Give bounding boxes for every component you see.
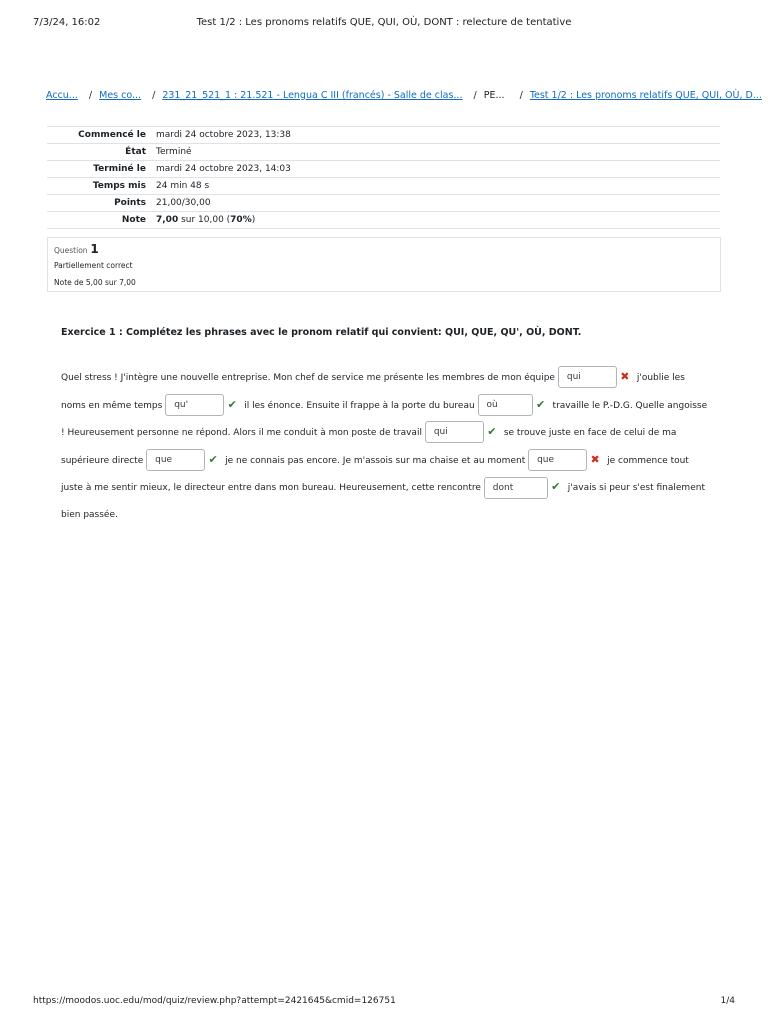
summary-value: mardi 24 octobre 2023, 14:03: [156, 164, 291, 174]
correct-icon: ✔: [535, 397, 546, 411]
exercise-text-segment: j'oublie les noms en même temps: [61, 372, 685, 411]
attempt-summary-table: [47, 126, 720, 229]
breadcrumb-section: PE...: [483, 90, 505, 101]
breadcrumb-my-courses[interactable]: Mes co...: [99, 90, 142, 101]
summary-row-state: [47, 144, 720, 161]
breadcrumb-separator: /: [88, 90, 93, 101]
exercise-text-segment: travaille le P.-D.G. Quelle angoisse ! Heureusement personne ne répond. Alors il me conduit à mon poste de travail: [61, 400, 708, 438]
exercise-text: [61, 364, 711, 529]
summary-label: Note: [121, 215, 146, 225]
correct-icon: ✔: [551, 480, 561, 494]
summary-value: Terminé: [156, 147, 192, 157]
exercise-text-segment: je commence tout juste à me sentir mieux, le directeur entre dans mon bureau. Heureusement, cette rencontre: [61, 455, 689, 494]
correct-icon: ✔: [487, 425, 497, 439]
answer-field-4[interactable]: qui: [425, 421, 484, 443]
grade-percent: 70%: [230, 215, 252, 225]
summary-value: 24 min 48 s: [156, 181, 210, 191]
grade-end: ): [251, 215, 256, 225]
summary-value: mardi 24 octobre 2023, 13:38: [156, 130, 291, 140]
exercise-instruction: Exercice 1 : Complétez les phrases avec le pronom relatif qui convient: QUI, QUE, QU', OÙ, DONT.: [61, 327, 582, 338]
exercise-text-segment: je ne connais pas encore. Je m'assois sur ma chaise et au moment: [225, 455, 526, 466]
summary-label: Commencé le: [78, 130, 146, 140]
summary-grade-value: [156, 212, 720, 229]
breadcrumb-separator: /: [519, 90, 523, 101]
exercise-text-segment: Quel stress ! J'intègre une nouvelle entreprise. Mon chef de service me présente les membres de mon équipe: [61, 372, 555, 383]
print-footer: [33, 996, 735, 1008]
summary-row-grade: [47, 212, 720, 229]
breadcrumb-home[interactable]: Accu...: [46, 90, 78, 101]
exercise-text-segment: il les énonce. Ensuite il frappe à la porte du bureau: [244, 400, 475, 411]
answer-field-7[interactable]: dont: [484, 477, 548, 499]
correct-icon: ✔: [208, 452, 218, 466]
question-label: Question: [54, 246, 88, 255]
question-info-box: [47, 237, 721, 292]
print-header: [33, 17, 735, 29]
grade-middle: sur 10,00 (: [178, 215, 231, 225]
question-state: Partiellement correct: [54, 261, 133, 270]
answer-field-5[interactable]: que: [146, 449, 205, 471]
breadcrumb-course[interactable]: 231_21_521_1 : 21.521 - Lengua C III (francés) - Salle de clas...: [162, 90, 463, 101]
answer-field-6[interactable]: que: [528, 449, 587, 471]
grade-score: 7,00: [156, 215, 179, 225]
answer-field-1[interactable]: qui: [558, 366, 617, 388]
answer-field-3[interactable]: où: [478, 394, 533, 416]
question-grade: Note de 5,00 sur 7,00: [54, 278, 136, 287]
exercise-text-segment: j'avais si peur s'est finalement bien passée.: [61, 483, 705, 520]
summary-label: Points: [114, 198, 146, 208]
print-title: Test 1/2 : Les pronoms relatifs QUE, QUI, OÙ, DONT : relecture de tentative: [196, 17, 572, 28]
breadcrumb: [46, 90, 762, 104]
incorrect-icon: ✖: [590, 452, 600, 466]
print-datetime: 7/3/24, 16:02: [33, 17, 101, 28]
breadcrumb-separator: /: [473, 90, 477, 101]
summary-row-time-taken: [47, 178, 720, 195]
incorrect-icon: ✖: [620, 370, 630, 383]
correct-icon: ✔: [227, 397, 237, 411]
question-number: 1: [90, 242, 99, 256]
summary-row-started: [47, 127, 720, 144]
summary-label: Temps mis: [92, 181, 146, 191]
print-page-number: 1/4: [720, 996, 735, 1006]
summary-row-points: [47, 195, 720, 212]
breadcrumb-quiz[interactable]: Test 1/2 : Les pronoms relatifs QUE, QUI, OÙ, D...: [529, 90, 762, 101]
summary-label: Terminé le: [93, 164, 146, 174]
answer-field-2[interactable]: qu': [165, 394, 224, 416]
summary-row-finished: [47, 161, 720, 178]
print-url: https://moodos.uoc.edu/mod/quiz/review.php?attempt=2421645&cmid=126751: [33, 996, 396, 1006]
breadcrumb-separator: /: [152, 90, 156, 101]
summary-value: 21,00/30,00: [156, 198, 211, 208]
summary-label: État: [125, 147, 146, 157]
exercise-text-segment: se trouve juste en face de celui de ma supérieure directe: [61, 427, 677, 466]
